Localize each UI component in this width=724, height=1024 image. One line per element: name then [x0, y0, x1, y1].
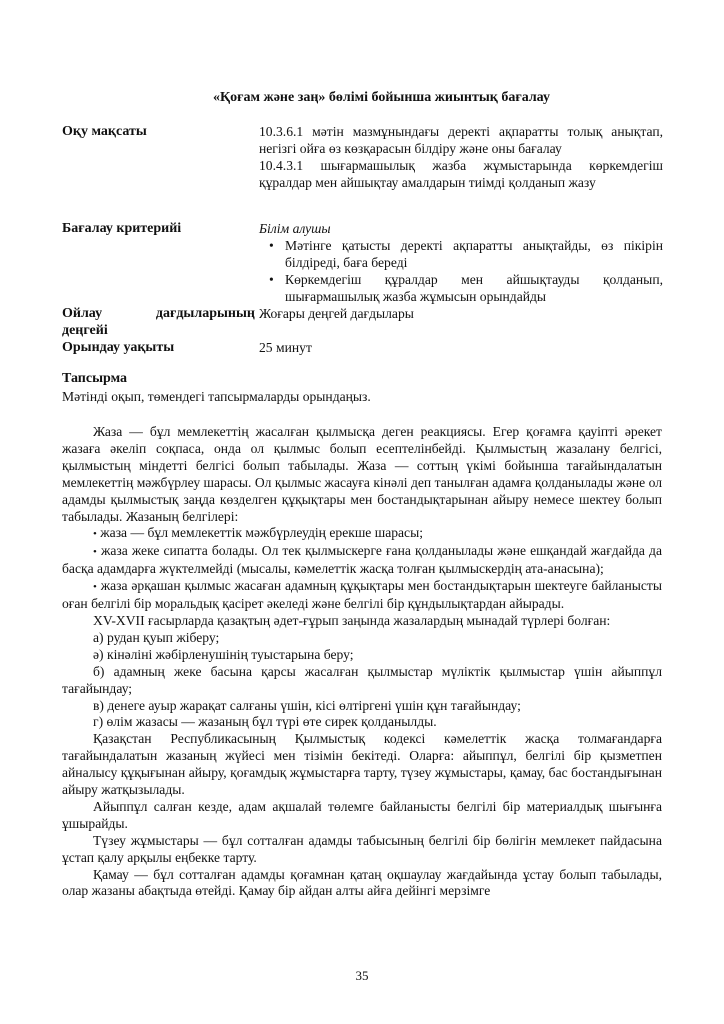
time-value: 25 минут	[259, 340, 312, 355]
task-text: Мәтінді оқып, төмендегі тапсырмаларды орындаңыз.	[62, 389, 371, 404]
bullet-icon: •	[93, 546, 97, 559]
bullet-icon: •	[269, 272, 274, 287]
thinking-label: Ойлау дағдыларының	[62, 306, 255, 321]
bullet-item: • жаза әрқашан қылмыс жасаған адамның құқықтары мен бостандықтарын шектеуге байланысты оған белгілі бір моральдық қасірет әкеледі және белгілі бір құндылықтардан айырады.	[62, 578, 662, 612]
thinking-value: Жоғары деңгей дағдылары	[259, 306, 414, 321]
goal-value	[259, 123, 663, 191]
bullet-icon: •	[269, 238, 274, 253]
criteria-list	[259, 237, 663, 305]
paragraph: XV-XVII ғасырларда қазақтың әдет-ғұрып заңында жазалардың мынадай түрлері болған:	[93, 612, 611, 628]
list-item: в) денеге ауыр жарақат салғаны үшін, кісі өлтіргені үшін құн тағайындау;	[93, 697, 521, 713]
list-item: ә) кінәліні жәбірленушінің туыстарына беру;	[93, 646, 354, 662]
paragraph: Қамау — бұл сотталған адамды қоғамнан қатаң оқшаулау жағдайында ұстау болып табылады, олар жазаны абақтыда өтейді. Қамау бір айдан алты айға дейінгі мерзімге	[62, 866, 662, 899]
thinking-label-2: деңгейі	[62, 323, 108, 338]
criteria-item: • Мәтінге қатысты деректі ақпаратты анықтайды, өз пікірін білдіреді, баға береді	[269, 238, 663, 270]
page-number: 35	[355, 968, 369, 983]
goal-2: 10.4.3.1 шығармашылық жазба жұмыстарында көркемдегіш құралдар мен айшықтау амалдарын тиімді қолданып жазу	[259, 158, 663, 190]
criteria-label: Бағалау критерийі	[62, 221, 182, 236]
list-item: а) рудан қуып жіберу;	[93, 629, 220, 645]
goal-1: 10.3.6.1 мәтін мазмұнындағы деректі ақпаратты толық анықтап, негізгі ойға өз көзқарасын білдіру және оны бағалау	[259, 124, 663, 156]
bullet-icon: •	[93, 528, 97, 541]
paragraph: Түзеу жұмыстары — бұл сотталған адамды табысының белгілі бір бөлігін мемлекет пайдасына ұстап қалу арқылы еңбекке тарту.	[62, 832, 662, 865]
task-heading: Тапсырма	[62, 371, 128, 386]
criteria-item: • Көркемдегіш құралдар мен айшықтауды қолданып, шығармашылық жазба жұмысын орындайды	[269, 272, 663, 304]
paragraph: Айыппұл салған кезде, адам ақшалай төлемге байланысты белгілі бір материалдық шығынға ұшырайды.	[62, 798, 662, 831]
time-label: Орындау уақыты	[62, 340, 175, 355]
paragraph: Жаза — бұл мемлекеттің жасалған қылмысқа деген реакциясы. Егер қоғамға қауіпті әрекет жазаға әкеліп соқпаса, онда ол қылмыс болып есептелінбейді. Қылмыстың жазалану белгісі, қылмыстың міндетті белгісі болып табылады. Жаза — соттың үкімі бойынша тағайындалатын мемлекеттің мәжбүрлеу шарасы. Ол қылмыс жасауға кінәлі деп танылған адамға қолданылады және ол адамды қылмыстық заңда көзделген құқықтары мен бостандықтарынан айыру немесе шектеу болып табылады. Жазаның белгілері:	[62, 424, 662, 524]
reading-text	[62, 424, 662, 900]
paragraph: Қазақстан Республикасының Қылмыстық кодексі кәмелеттік жасқа толмағандарға тағайындалатын жазаның жүйесі мен тізімін бекітеді. Оларға: айыппұл, белгілі бір қызметпен айналысу құқығынан айыру, қоғамдық жұмыстарға тарту, түзеу жұмыстары, қамау, бас бостандығынан айыру жатқызылады.	[62, 731, 662, 798]
list-item: г) өлім жазасы — жазаның бұл түрі өте сирек қолданылды.	[93, 714, 437, 730]
criteria-intro: Білім алушы	[259, 221, 331, 236]
bullet-item: • жаза жеке сипатта болады. Ол тек қылмыскерге ғана қолданылады және ешқандай жағдайда да басқа адамдарға жүктелмейді (мысалы, кәмелеттік жасқа толған қылмыскердің ата-анасына);	[62, 543, 662, 577]
goal-label: Оқу мақсаты	[62, 124, 147, 139]
bullet-icon: •	[93, 581, 97, 594]
list-item: б) адамның жеке басына қарсы жасалған қылмыстар мүліктік қылмыстар үшін айыппұл тағайындау;	[62, 663, 662, 696]
criteria-value	[259, 220, 663, 305]
bullet-item: • жаза — бұл мемлекеттік мәжбүрлеудің ерекше шарасы;	[93, 525, 424, 541]
page-title: «Қоғам және заң» бөлімі бойынша жиынтық бағалау	[213, 90, 550, 105]
